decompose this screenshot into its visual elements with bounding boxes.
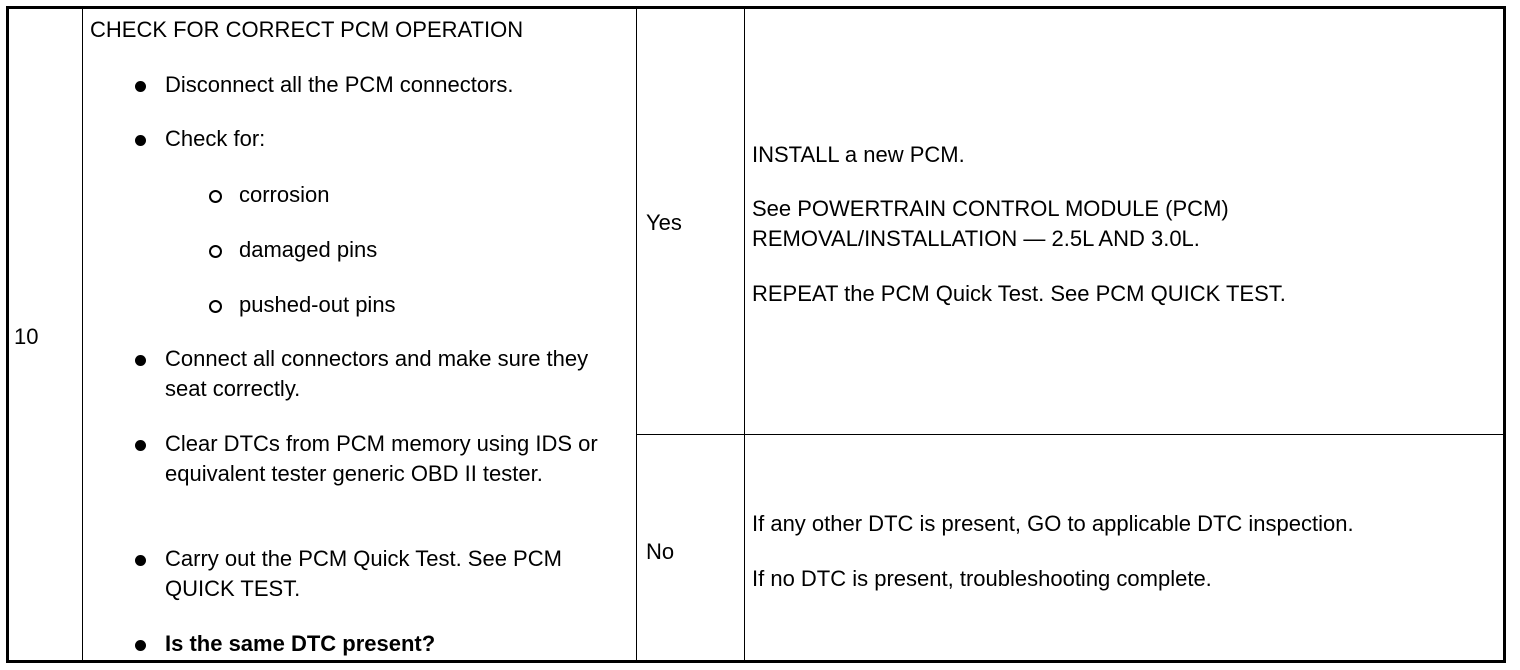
yes-action-line: REPEAT the PCM Quick Test. See PCM QUICK TEST. bbox=[752, 281, 1286, 306]
check-sub-bullet: damaged pins bbox=[239, 237, 378, 262]
yes-action-line: INSTALL a new PCM. bbox=[752, 142, 965, 167]
column-divider-step bbox=[82, 9, 83, 660]
bullet-icon bbox=[135, 81, 146, 92]
no-label: No bbox=[646, 539, 675, 564]
column-divider-action bbox=[636, 9, 637, 660]
no-action-line: If no DTC is present, troubleshooting complete. bbox=[752, 566, 1212, 591]
check-title: CHECK FOR CORRECT PCM OPERATION bbox=[90, 17, 524, 42]
check-bullet: Clear DTCs from PCM memory using IDS or equivalent tester generic OBD II tester. bbox=[165, 431, 598, 486]
bullet-icon bbox=[135, 555, 146, 566]
check-bullet: Carry out the PCM Quick Test. See PCM QUICK TEST. bbox=[165, 546, 562, 601]
sub-bullet-icon bbox=[209, 300, 222, 313]
check-bullet: Connect all connectors and make sure they seat correctly. bbox=[165, 346, 589, 401]
sub-bullet-icon bbox=[209, 245, 222, 258]
bullet-icon bbox=[135, 640, 146, 651]
check-bullet: Disconnect all the PCM connectors. bbox=[165, 72, 514, 97]
yes-label: Yes bbox=[646, 210, 682, 235]
column-divider-result bbox=[744, 9, 745, 660]
sub-bullet-icon bbox=[209, 190, 222, 203]
bullet-icon bbox=[135, 135, 146, 146]
row-divider-yes-no bbox=[636, 434, 1503, 435]
check-question: Is the same DTC present? bbox=[165, 631, 436, 656]
bullet-icon bbox=[135, 355, 146, 366]
bullet-icon bbox=[135, 440, 146, 451]
check-sub-bullet: corrosion bbox=[239, 182, 330, 207]
yes-action-line: See POWERTRAIN CONTROL MODULE (PCM) REMOVAL/INSTALLATION — 2.5L AND 3.0L. bbox=[752, 196, 1229, 251]
no-action-line: If any other DTC is present, GO to applicable DTC inspection. bbox=[752, 511, 1354, 536]
check-sub-bullet: pushed-out pins bbox=[239, 292, 396, 317]
check-bullet: Check for: bbox=[165, 126, 266, 151]
diagnostic-table bbox=[6, 6, 1506, 663]
step-number: 10 bbox=[14, 324, 39, 349]
